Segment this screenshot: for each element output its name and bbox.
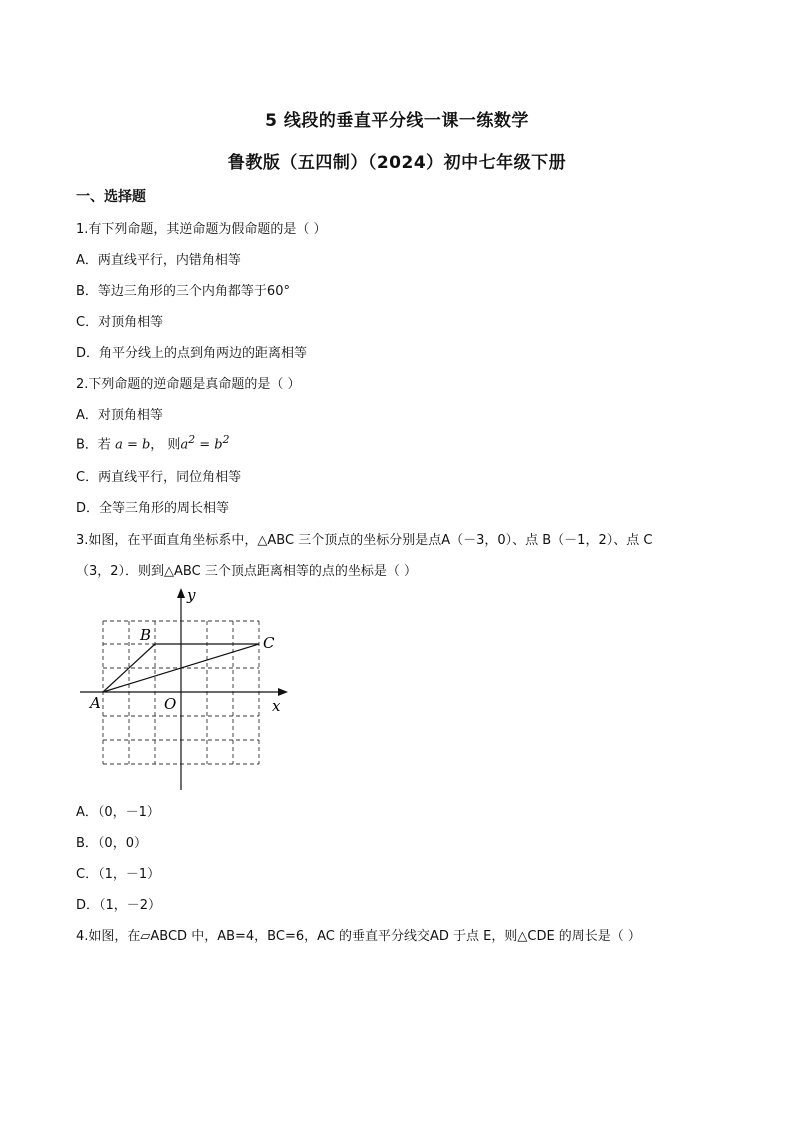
q1-option-c: C．对顶角相等 (76, 315, 164, 330)
section-heading: 一、选择题 (76, 189, 146, 205)
q2-option-a: A．对顶角相等 (76, 408, 163, 423)
document-title: 5 线段的垂直平分线一课一练数学 (265, 111, 529, 131)
q1-option-d: D．角平分线上的点到角两边的距离相等 (76, 346, 308, 361)
q4-stem: 4.如图，在▱ABCD 中，AB=4，BC=6，AC 的垂直平分线交AD 于点 E，则△CDE 的周长是（ ） (76, 929, 641, 944)
y-axis-label: y (187, 586, 196, 604)
vertex-a-label: A (90, 694, 101, 712)
q3-option-c: C．（1，－1） (76, 867, 161, 882)
q2-option-b-exp1: 2 (188, 433, 196, 446)
q3-option-d: D．（1，－2） (76, 898, 162, 913)
vertex-b-label: B (140, 626, 152, 644)
q2-stem: 2.下列命题的逆命题是真命题的是（ ） (76, 377, 301, 392)
q2-option-b (76, 433, 229, 452)
q1-option-b: B．等边三角形的三个内角都等于60° (76, 284, 290, 299)
q3-coordinate-figure (70, 582, 300, 794)
q3-stem-line1: 3.如图，在平面直角坐标系中，△ABC 三个顶点的坐标分别是点A（－3，0）、点 B（－1，2）、点 C (76, 533, 653, 548)
q2-option-b-condition: a = b (115, 437, 151, 453)
q2-option-b-lhs: a (180, 437, 189, 453)
q2-option-b-exp2: 2 (222, 433, 230, 446)
q2-option-b-sep: ， 则 (150, 437, 181, 453)
vertex-c-label: C (263, 634, 275, 652)
q2-option-c: C．两直线平行，同位角相等 (76, 470, 242, 485)
q2-option-b-prefix: B．若 (76, 437, 111, 453)
q3-stem-line2: （3，2）．则到△ABC 三个顶点距离相等的点的坐标是（ ） (76, 564, 417, 579)
q2-option-d: D．全等三角形的周长相等 (76, 501, 230, 516)
q2-option-b-rhs: = b (195, 437, 223, 453)
x-axis-label: x (272, 697, 281, 715)
q3-option-b: B．（0，0） (76, 836, 147, 851)
q1-option-a: A．两直线平行，内错角相等 (76, 253, 241, 268)
origin-label: O (164, 695, 177, 713)
q1-stem: 1.有下列命题，其逆命题为假命题的是（ ） (76, 222, 327, 237)
document-subtitle: 鲁教版（五四制）（2024）初中七年级下册 (227, 153, 567, 173)
q3-option-a: A．（0，－1） (76, 805, 160, 820)
